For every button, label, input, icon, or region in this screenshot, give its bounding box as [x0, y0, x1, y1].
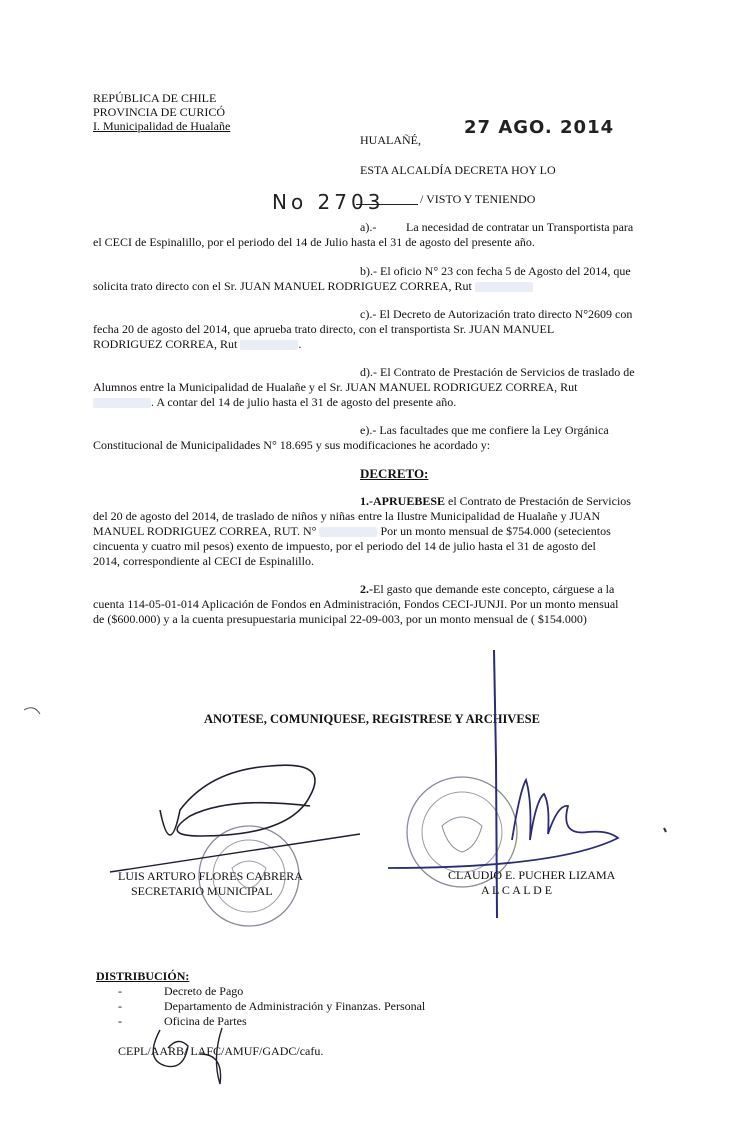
signatures-graphic [0, 640, 744, 940]
distribution-title: DISTRIBUCIÓN: [96, 969, 190, 983]
article-1-line5: 2014, correspondiente al CECI de Espinalillo. [93, 554, 314, 568]
para-b-line2: solicita trato directo con el Sr. JUAN MANUEL RODRIGUEZ CORREA, Rut [93, 279, 533, 294]
para-d-line2: Alumnos entre la Municipalidad de Hualañe y el Sr. JUAN MANUEL RODRIGUEZ CORREA, Rut [93, 380, 578, 394]
redacted-rut [93, 398, 151, 408]
margin-mark-icon [24, 708, 40, 714]
para-a-line2: el CECI de Espinalillo, por el periodo del 14 de Julio hasta el 31 de agosto del presente año. [93, 235, 535, 249]
header-province: PROVINCIA DE CURICÓ [93, 105, 226, 119]
article-1-line4: cincuenta y cuatro mil pesos) exento de impuesto, por el periodo del 14 de julio hasta el 31 de agosto del [93, 539, 596, 553]
para-a-line1: La necesidad de contratar un Transportista para [406, 220, 634, 234]
article-1-line2: del 20 de agosto del 2014, de traslado de niños y niñas entre la Ilustre Municipalidad de Hualañe y JUAN [93, 509, 601, 523]
article-1-line3: MANUEL RODRIGUEZ CORREA, RUT. N° Por un monto mensual de $754.000 (setecientos [93, 524, 611, 538]
article-1-line1: 1.-APRUEBESE el Contrato de Prestación de Servicios [360, 494, 631, 508]
header-republic: REPÚBLICA DE CHILE [93, 91, 217, 105]
initials-line: CEPL/AARB/ LAFC/AMUF/GADC/cafu. [118, 1044, 324, 1058]
para-d-line3: . A contar del 14 de julio hasta el 31 de agosto del presente año. [93, 395, 456, 410]
decreto-title: DECRETO: [360, 466, 429, 481]
para-c-line3: RODRIGUEZ CORREA, Rut . [93, 337, 302, 351]
decree-line: ESTA ALCALDÍA DECRETA HOY LO [360, 163, 556, 177]
right-signer-title: A L C A L D E [481, 883, 553, 897]
para-c-line1: c).- El Decreto de Autorización trato directo N°2609 con [360, 307, 633, 321]
date-stamp: 27 AGO. 2014 [464, 117, 615, 138]
para-b-line1: b).- El oficio N° 23 con fecha 5 de Agosto del 2014, que [360, 264, 631, 278]
left-signature-icon [160, 765, 315, 836]
list-item: - Decreto de Pago [118, 984, 244, 998]
para-a-prefix: a).- [360, 220, 377, 234]
redacted-rut [475, 282, 533, 292]
list-item: - Oficina de Partes [118, 1014, 247, 1028]
redacted-rut [240, 340, 298, 350]
para-e-line2: Constitucional de Municipalidades N° 18.695 y sus modificaciones he acordado y: [93, 438, 491, 452]
right-signer-name: CLAUDIO E. PUCHER LIZAMA [448, 868, 616, 882]
visto-label: / VISTO Y TENIENDO [420, 192, 536, 206]
header-municipality: I. Municipalidad de Hualañe [93, 119, 231, 133]
redacted-rut [319, 527, 377, 537]
closing-statement: ANOTESE, COMUNIQUESE, REGISTRESE Y ARCHIVESE [204, 712, 540, 726]
para-d-line1: d).- El Contrato de Prestación de Servicios de traslado de [360, 365, 635, 379]
decree-number: No 2703 [272, 190, 385, 214]
initials-scribble-icon [130, 1020, 270, 1090]
place-label: HUALAÑÉ, [360, 133, 421, 147]
para-c-line2: fecha 20 de agosto del 2014, que aprueba trato directo, con el transportista Sr. JUAN MANUEL [93, 322, 555, 336]
article-2-line2: cuenta 114-05-01-014 Aplicación de Fondos en Administración, Fondos CECI-JUNJI. Por un monto mensual [93, 597, 619, 611]
para-e-line1: e).- Las facultades que me confiere la Ley Orgánica [360, 423, 609, 437]
article-2-line1: 2.-El gasto que demande este concepto, cárguese a la [360, 582, 615, 596]
article-2-line3: de ($600.000) y a la cuenta presupuestaria municipal 22-09-003, por un monto mensual de ( $154.000) [93, 612, 587, 626]
left-signer-title: SECRETARIO MUNICIPAL [131, 884, 273, 898]
list-item: - Departamento de Administración y Finanzas. Personal [118, 999, 426, 1013]
left-signer-name: LUIS ARTURO FLORES CABRERA [118, 869, 303, 883]
